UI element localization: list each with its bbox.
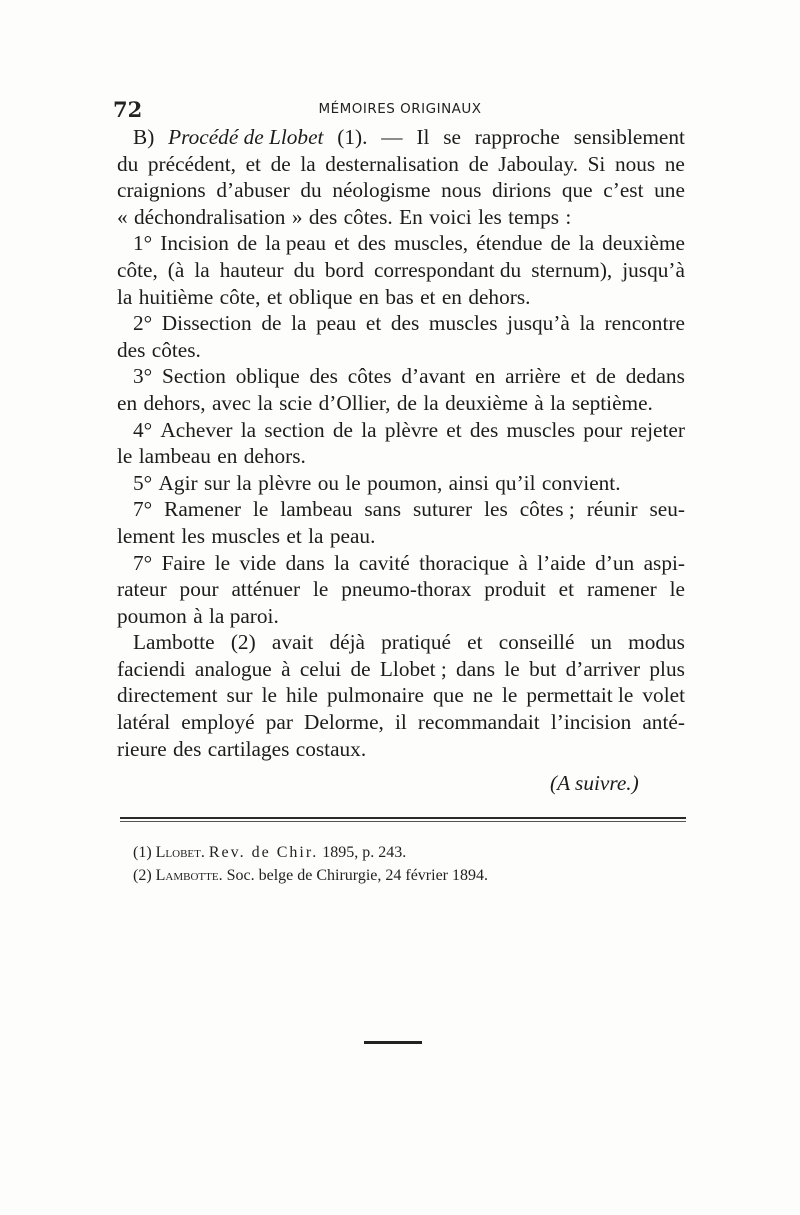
word: temps (508, 204, 560, 229)
text-line (117, 124, 685, 151)
word: pulmonaire (326, 683, 424, 708)
word: dedans (625, 364, 685, 389)
word: celui (299, 656, 342, 681)
word: le (504, 656, 520, 681)
footnote-1 (133, 844, 406, 862)
word: deuxième (445, 390, 528, 415)
text-line (117, 576, 685, 603)
word: de (270, 151, 291, 176)
word: Achever (160, 417, 233, 442)
text-line (117, 496, 685, 523)
word: et (467, 630, 483, 655)
footnote-journal: Soc. belge de Chirurgie, (226, 867, 382, 884)
word: la (578, 231, 595, 256)
word: septième. (571, 390, 653, 415)
word: jusqu’à (622, 257, 685, 282)
word: Incision (160, 231, 229, 256)
word: desternalisation (325, 151, 459, 176)
word: hauteur (219, 257, 284, 282)
paragraph (117, 470, 685, 497)
word: Procédé de Llobet (168, 125, 324, 149)
word: peau (316, 311, 357, 336)
word: aspi- (643, 550, 685, 575)
word: à (281, 656, 291, 681)
word: anté- (642, 710, 685, 735)
word: En (399, 204, 423, 229)
word: analogue (194, 656, 272, 681)
word: côte, (117, 257, 158, 282)
word: pneumo-thorax (341, 577, 472, 602)
word: Faire (161, 550, 206, 575)
word: lement (117, 523, 175, 548)
word: cavité (358, 550, 410, 575)
word: section (264, 417, 325, 442)
word: le (261, 683, 277, 708)
word: 7° (133, 550, 153, 575)
word: ne (664, 151, 685, 176)
word: la (308, 523, 324, 548)
word: 5° (133, 470, 153, 495)
word: et (334, 231, 350, 256)
word: d’un (595, 550, 635, 575)
word: 7° (133, 497, 153, 522)
word: le (501, 683, 518, 708)
word: 1° (133, 231, 153, 256)
word: néologisme (332, 178, 431, 203)
text-line (117, 151, 685, 178)
word: du (293, 257, 315, 282)
word: la (334, 550, 350, 575)
running-title: MÉMOIRES ORIGINAUX (318, 101, 482, 117)
word: et (365, 311, 382, 336)
word: côte, (219, 284, 261, 309)
word: d’Ollier, (318, 390, 391, 415)
word: (2) (230, 630, 256, 655)
word: Il (416, 125, 430, 149)
word: oblique (235, 364, 300, 389)
word: peau. (329, 523, 376, 548)
word: les (181, 523, 205, 548)
word: déjà (329, 630, 365, 655)
word: en (358, 284, 379, 309)
word: et (266, 284, 283, 309)
text-line (117, 550, 685, 577)
word: but (529, 656, 557, 681)
word: volet (642, 683, 685, 708)
footnote-author: Lambotte. (155, 867, 223, 884)
word: sur (226, 683, 253, 708)
word: en (475, 364, 496, 389)
word: muscles, (394, 231, 469, 256)
word: le (345, 470, 361, 495)
word: plèvre (384, 417, 439, 442)
word: sternum), (531, 257, 613, 282)
word: des (390, 311, 420, 336)
word: côtes. (343, 204, 393, 229)
word: du (300, 178, 322, 203)
to-be-continued: (A suivre.) (550, 771, 639, 795)
word: rapproche (474, 125, 560, 149)
footnote-number: (2) (133, 867, 152, 884)
word: côtes (347, 364, 392, 389)
word: c’est (603, 178, 644, 203)
text-line (117, 470, 685, 497)
footnote-rule-thin (120, 821, 686, 822)
word: déchondralisation (134, 204, 286, 229)
text-line (117, 204, 685, 231)
word: à (193, 603, 203, 628)
word: la (117, 284, 133, 309)
word: muscles (211, 523, 280, 548)
text-line (117, 310, 685, 337)
word: faciendi (117, 656, 186, 681)
word: ramener (586, 577, 657, 602)
word: bord (324, 257, 364, 282)
word: qu’il (495, 470, 536, 495)
word: dehors, (143, 390, 206, 415)
word: dehors. (243, 444, 306, 469)
word: à (534, 390, 544, 415)
paragraph (117, 417, 685, 470)
word: avec (211, 390, 251, 415)
word: du (117, 151, 139, 176)
word: en (217, 444, 238, 469)
word: l’incision (550, 710, 632, 735)
word: dirions (492, 178, 552, 203)
word: la (361, 417, 377, 442)
word: les (484, 497, 508, 522)
word: des (309, 364, 338, 389)
word: nous (441, 178, 482, 203)
paragraph (117, 550, 685, 630)
word: Llobet ; (379, 656, 447, 681)
word: latéral (117, 710, 171, 735)
footnote-citation: 1895, p. 243. (322, 844, 407, 861)
word: cartilages (207, 736, 290, 761)
word: Si (587, 151, 606, 176)
word: hile (286, 683, 318, 708)
text-line (117, 443, 685, 470)
word: rencontre (604, 311, 685, 336)
text-line (117, 736, 685, 763)
word: il (394, 710, 407, 735)
word: d’abuser (216, 178, 290, 203)
word: : (565, 204, 572, 229)
bottom-ornament-rule (364, 1041, 422, 1044)
word: ainsi (448, 470, 489, 495)
word: muscles (506, 417, 576, 442)
word: Jaboulay. (498, 151, 578, 176)
word: correspondant du (373, 257, 522, 282)
word: le (252, 497, 269, 522)
word: sur (203, 470, 230, 495)
word: des (469, 417, 499, 442)
word: la peau (265, 231, 327, 256)
word: de (595, 364, 616, 389)
word: étendue (476, 231, 543, 256)
word: poumon (117, 603, 187, 628)
word: des (117, 337, 146, 362)
word: rieure (117, 736, 167, 761)
word: le (669, 577, 685, 602)
word: oblique (288, 284, 353, 309)
word: par (265, 710, 293, 735)
footnote-2 (133, 867, 488, 885)
word: de (261, 311, 282, 336)
word: — (381, 125, 403, 149)
word: huitième (138, 284, 214, 309)
word: des (308, 204, 338, 229)
word: « (117, 204, 128, 229)
text-line (117, 417, 685, 444)
word: les (478, 204, 502, 229)
word: de (550, 231, 571, 256)
word: une (654, 178, 685, 203)
word: en (117, 390, 138, 415)
word: la (550, 390, 566, 415)
paragraph (117, 629, 685, 762)
word: précédent, (147, 151, 236, 176)
paragraph (117, 230, 685, 310)
footnote-number: (1) (133, 844, 152, 861)
word: poumon, (367, 470, 443, 495)
word: de (332, 417, 353, 442)
text-line (117, 177, 685, 204)
word: de (236, 231, 258, 256)
word: la (240, 417, 257, 442)
word: réunir (586, 497, 638, 522)
word: Ramener (164, 497, 241, 522)
word: dehors. (468, 284, 531, 309)
page-number: 72 (113, 97, 143, 122)
word: (1). (337, 125, 368, 149)
text-line (117, 284, 685, 311)
paragraph (117, 496, 685, 549)
footnote-rule (120, 817, 686, 819)
word: la (236, 470, 252, 495)
paragraph (117, 310, 685, 363)
word: la (300, 151, 316, 176)
word: la (291, 311, 307, 336)
footnote-journal: Rev. de Chir. (208, 844, 319, 861)
word: vide (239, 550, 277, 575)
page-header (113, 97, 687, 123)
word: deuxième (602, 231, 685, 256)
word: de (350, 656, 371, 681)
word: bas (385, 284, 414, 309)
word: lambeau (280, 497, 353, 522)
paragraph (117, 124, 685, 230)
word: permettait le (526, 683, 634, 708)
word: de (396, 390, 417, 415)
footnote-citation: 24 février 1894. (385, 867, 489, 884)
word: recommandait (417, 710, 540, 735)
text-line (117, 523, 685, 550)
word: le (117, 444, 133, 469)
word: côtes. (151, 337, 201, 362)
word: et (558, 577, 575, 602)
word: Delorme, (304, 710, 384, 735)
word: sensiblement (573, 125, 685, 149)
word: et (446, 417, 462, 442)
word: dans (456, 656, 496, 681)
text-line (117, 363, 685, 390)
word: un (590, 630, 612, 655)
word: 4° (133, 417, 153, 442)
word: pour (179, 577, 219, 602)
word: de (468, 151, 489, 176)
text-line (117, 682, 685, 709)
word: employé (181, 710, 255, 735)
word: la (579, 311, 595, 336)
word: côtes ; (519, 497, 575, 522)
word: le (312, 577, 329, 602)
word: la (423, 390, 439, 415)
word: la (194, 257, 210, 282)
word: plèvre (258, 470, 312, 495)
body-text (117, 124, 685, 762)
word: se (443, 125, 461, 149)
word: à (518, 550, 528, 575)
word: convient. (541, 470, 621, 495)
word: muscles (428, 311, 498, 336)
word: suturer (413, 497, 473, 522)
word: en (441, 284, 462, 309)
word: craignions (117, 178, 206, 203)
text-line (117, 390, 685, 417)
word: modus (628, 630, 685, 655)
word: scie (279, 390, 313, 415)
word: (à (167, 257, 185, 282)
word: pour (583, 417, 623, 442)
word: voici (429, 204, 472, 229)
word: produit (484, 577, 546, 602)
word: pratiqué (381, 630, 451, 655)
word: avait (271, 630, 314, 655)
word: Lambotte (133, 630, 215, 655)
word: et (286, 523, 302, 548)
word: 2° (133, 311, 153, 336)
word: » (291, 204, 303, 229)
word: seu- (649, 497, 685, 522)
word: que (561, 178, 593, 203)
word: que (433, 683, 464, 708)
word: des (357, 231, 387, 256)
word: rateur (117, 577, 167, 602)
word: sans (364, 497, 402, 522)
text-line (117, 709, 685, 736)
word: des (173, 736, 202, 761)
word: d’arriver (565, 656, 641, 681)
word: plus (649, 656, 685, 681)
word: et (570, 364, 586, 389)
word: Dissection (161, 311, 252, 336)
word: thoracique (419, 550, 509, 575)
paragraph (117, 363, 685, 416)
word: jusqu’à (507, 311, 570, 336)
word: directement (117, 683, 218, 708)
word: arrière (505, 364, 561, 389)
word: nous (614, 151, 656, 176)
text-line (117, 603, 685, 630)
word: l’aide (537, 550, 586, 575)
word: et (420, 284, 436, 309)
word: la paroi. (209, 603, 279, 628)
word: B) (133, 125, 155, 149)
word: rejeter (630, 417, 685, 442)
word: et (245, 151, 261, 176)
word: ou (317, 470, 340, 495)
word: Section (162, 364, 226, 389)
text-line (117, 656, 685, 683)
word: d’avant (401, 364, 466, 389)
word: costaux. (295, 736, 367, 761)
word: dans (285, 550, 325, 575)
text-line (117, 230, 685, 257)
text-line (117, 257, 685, 284)
footnote-author: Llobet. (155, 844, 205, 861)
word: conseillé (498, 630, 575, 655)
word: le (214, 550, 231, 575)
word: 3° (133, 364, 153, 389)
word: la (257, 390, 273, 415)
word: Agir (158, 470, 198, 495)
text-line (117, 337, 685, 364)
word: lambeau (138, 444, 211, 469)
text-line (117, 629, 685, 656)
word: ne (472, 683, 493, 708)
word: atténuer (231, 577, 301, 602)
